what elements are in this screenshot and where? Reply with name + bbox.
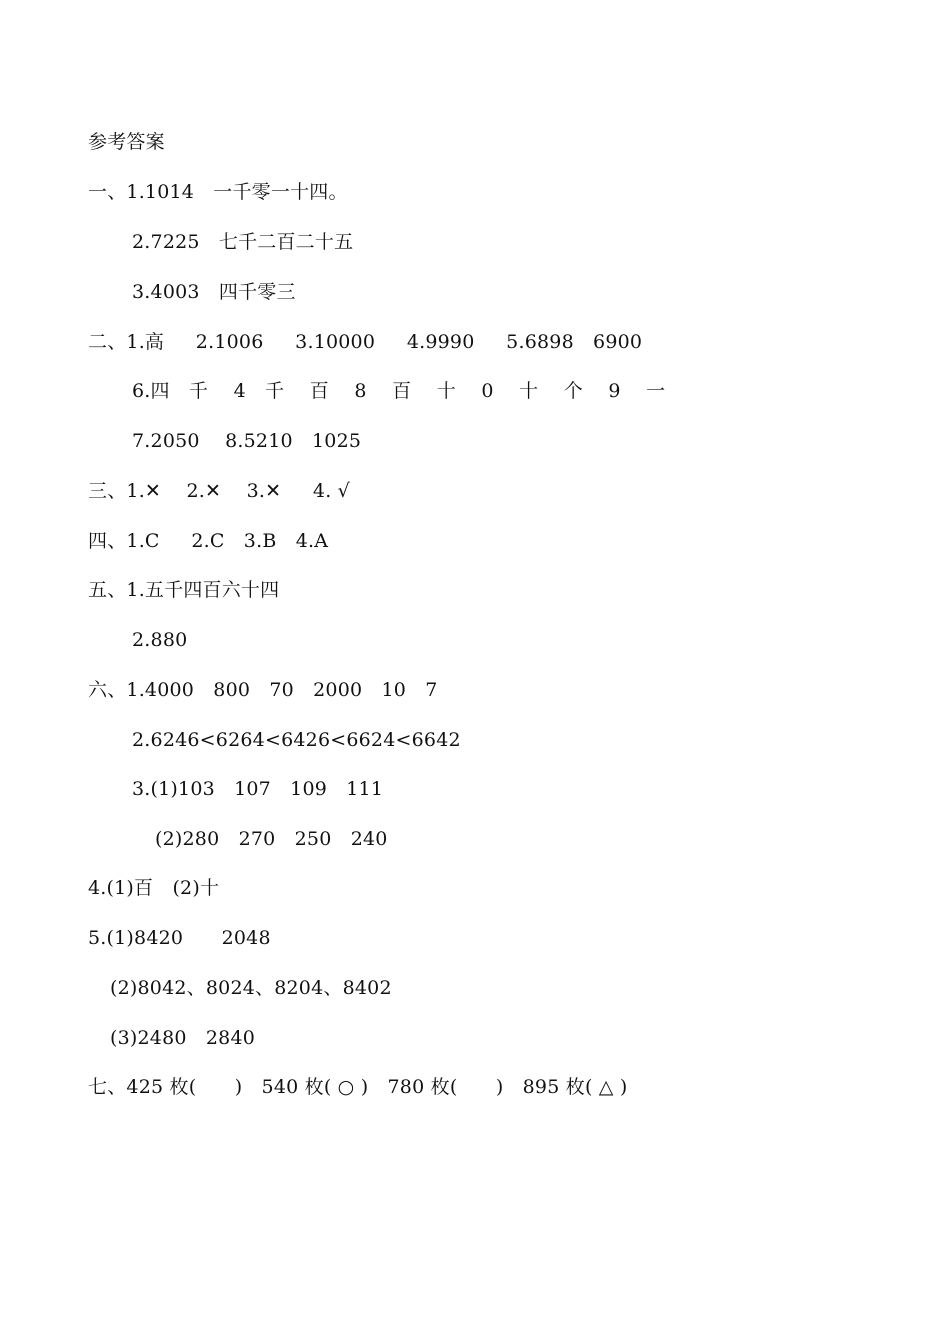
answer-line: 五、1.五千四百六十四 [88,579,280,601]
answer-line: 3.(1)103 107 109 111 [132,778,384,800]
answer-line: 四、1.C 2.C 3.B 4.A [88,530,329,552]
answer-line: 六、1.4000 800 70 2000 10 7 [88,679,438,701]
answer-line: 七、425 枚( ) 540 枚( ○ ) 780 枚( ) 895 枚( △ ) [88,1076,628,1098]
answer-line: 二、1.高 2.1006 3.10000 4.9990 5.6898 6900 [88,331,643,353]
answer-line: (3)2480 2840 [110,1027,256,1049]
answer-line: 2.6246<6264<6426<6624<6642 [132,729,461,751]
answer-line: (2)8042、8024、8204、8402 [110,977,392,999]
answer-line: 6.四 千 4 千 百 8 百 十 0 十 个 9 一 [132,380,666,402]
answer-line: 2.880 [132,629,188,651]
answer-line: (2)280 270 250 240 [155,828,388,850]
answer-line: 2.7225 七千二百二十五 [132,231,354,253]
answer-line: 三、1.✕ 2.✕ 3.✕ 4. √ [88,480,350,502]
page-title: 参考答案 [88,131,165,153]
answer-line: 7.2050 8.5210 1025 [132,430,362,452]
answer-line: 5.(1)8420 2048 [88,927,271,949]
answer-line: 3.4003 四千零三 [132,281,296,303]
answer-line: 4.(1)百 (2)十 [88,877,220,899]
answer-line: 一、1.1014 一千零一十四。 [88,181,348,203]
